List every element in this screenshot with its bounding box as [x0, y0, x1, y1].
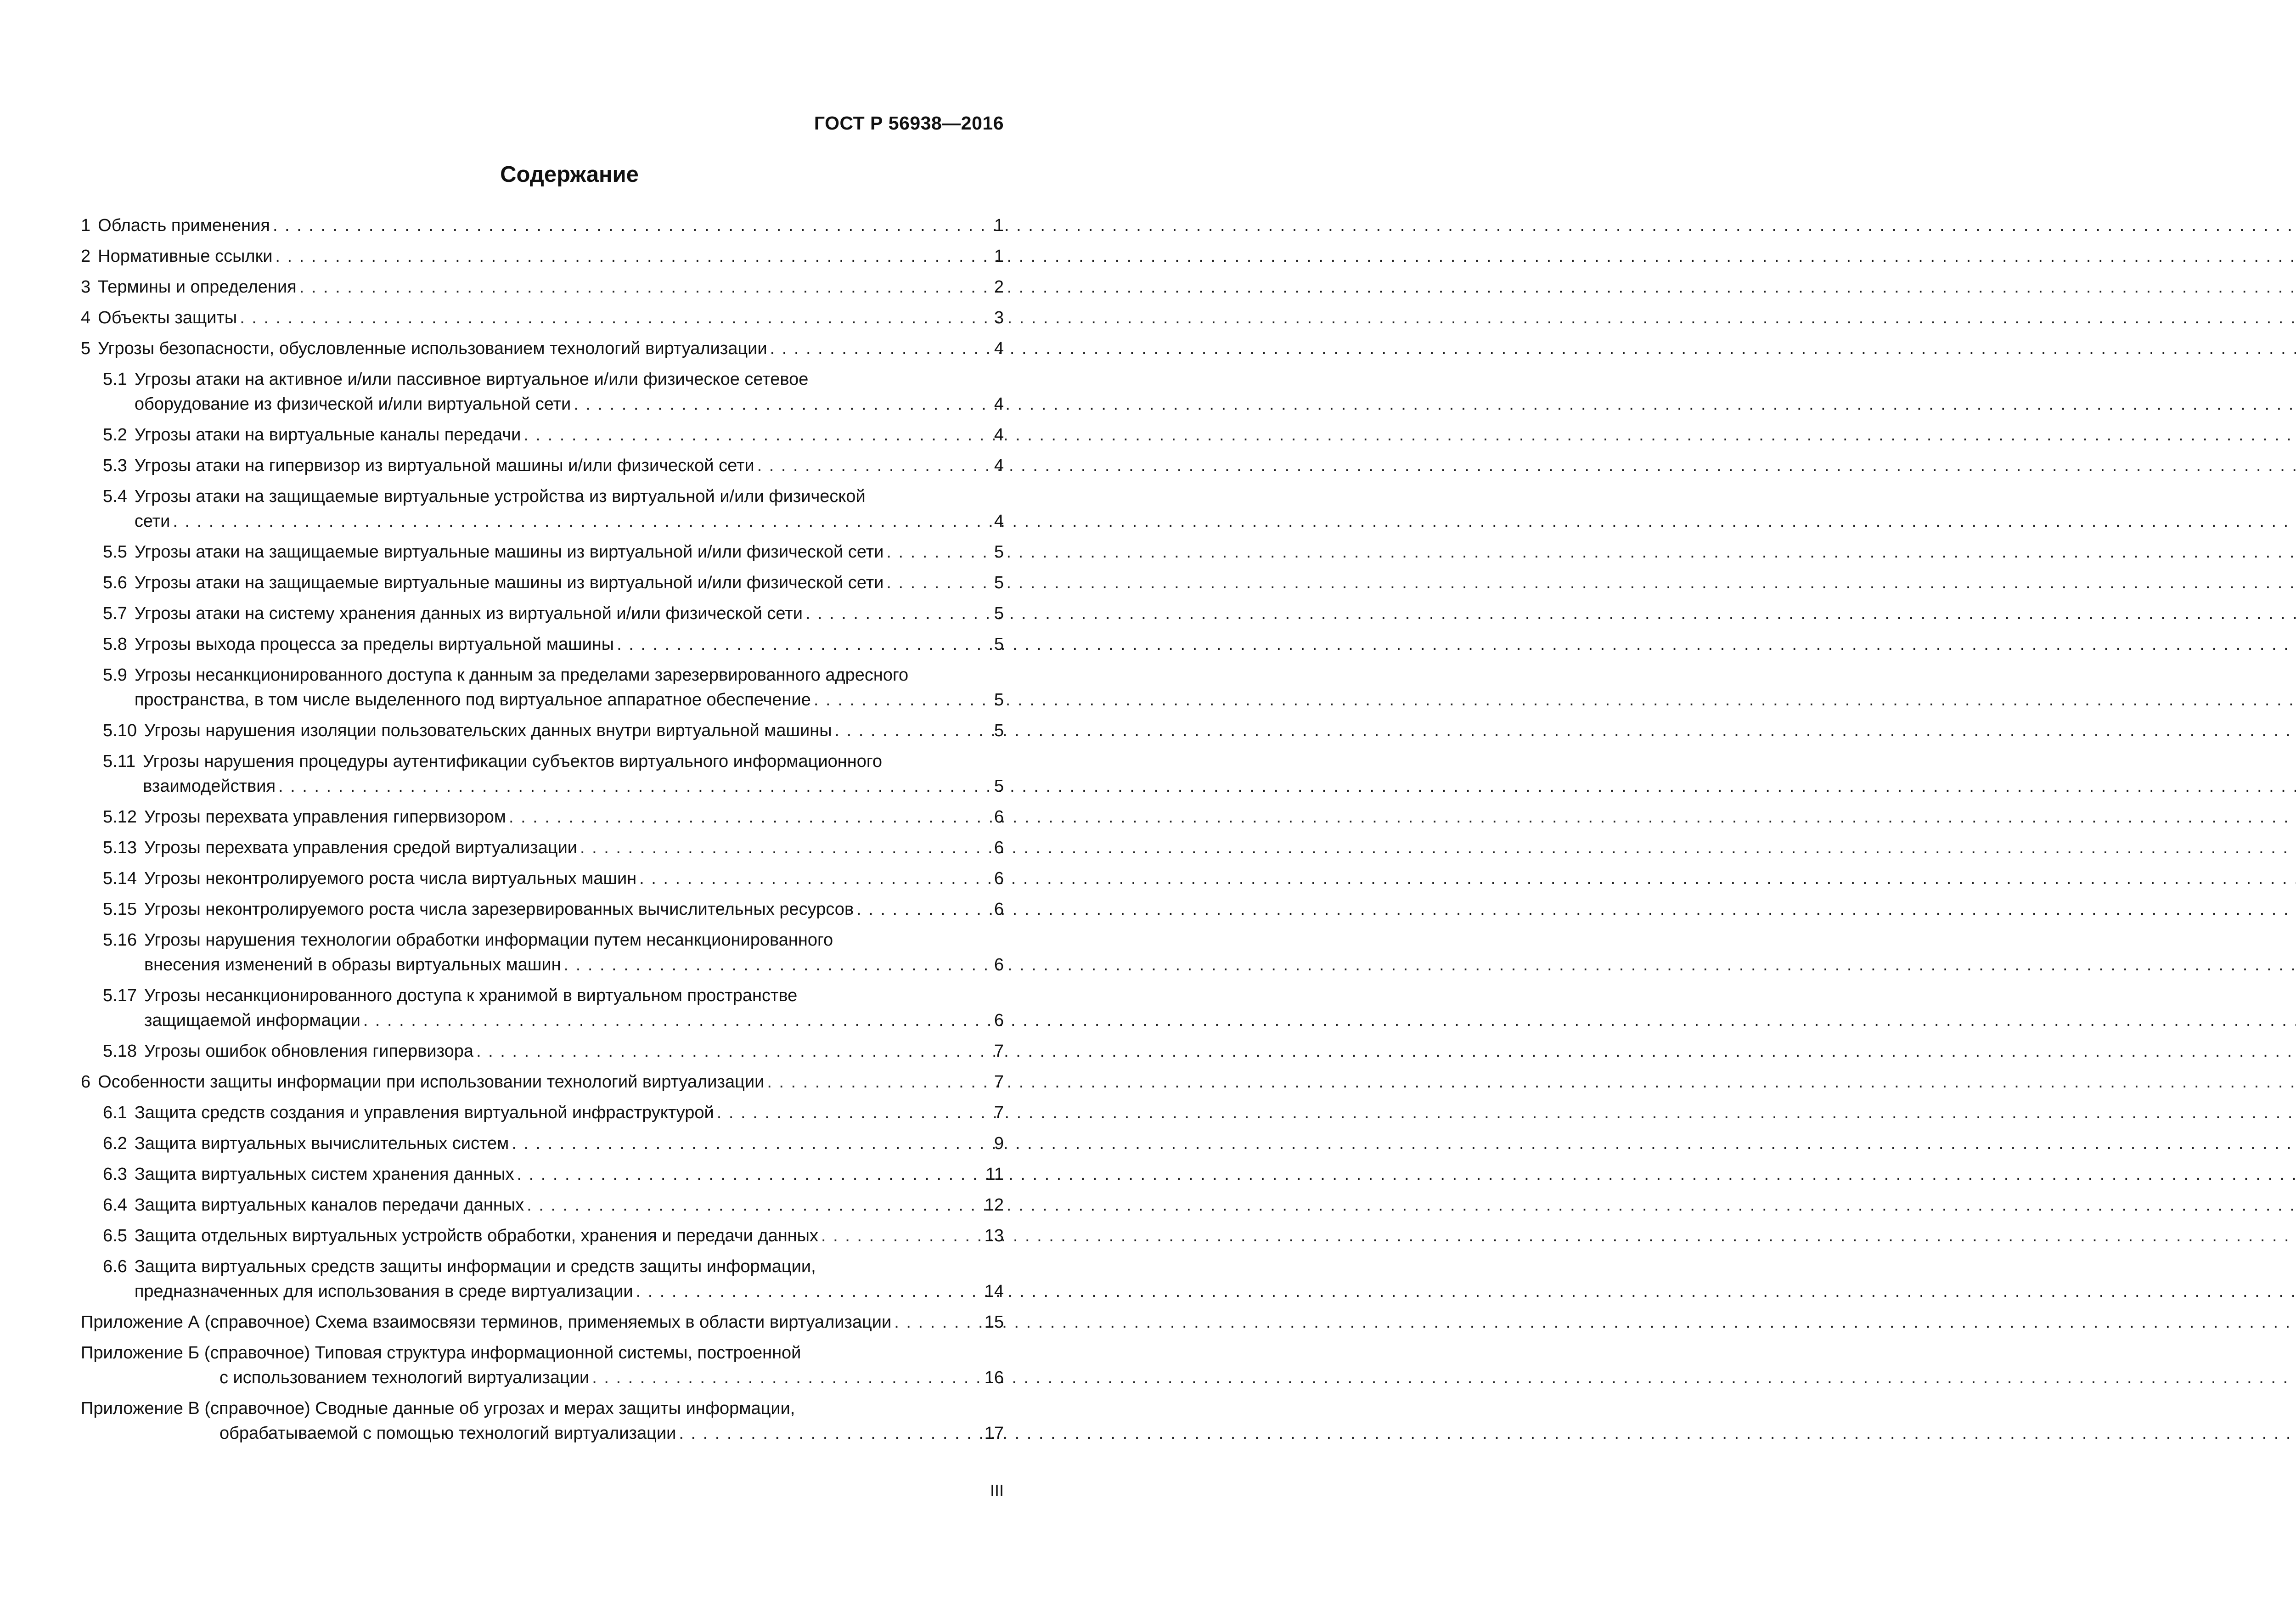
toc-entry-number: 5.8: [103, 635, 127, 654]
toc-entry-page: 4: [994, 394, 1004, 414]
toc-entry-number: 5.7: [103, 604, 127, 623]
toc-entry-line: Защита средств создания и управления виртуальной инфраструктурой: [134, 1103, 714, 1122]
toc-entry-number: 5.14: [103, 869, 137, 888]
toc-entry-row: [103, 897, 1004, 922]
toc-entry-last-line: [135, 1100, 1004, 1125]
toc-entry-text: [81, 1341, 1004, 1390]
toc-entry-line: Приложение Б (справочное) Типовая структура информационной системы, построенной: [81, 1343, 801, 1363]
toc-entry[interactable]: [81, 805, 1004, 829]
toc-entry-page: 6: [994, 1011, 1004, 1030]
toc-entry-row: [103, 928, 1004, 977]
toc-entry-text: [135, 1254, 1004, 1304]
toc-entry[interactable]: [81, 1193, 1004, 1217]
toc-entry-number: 5.11: [103, 752, 136, 771]
toc-entry-page: 13: [984, 1226, 1004, 1245]
toc-entry-last-line: [144, 952, 1004, 977]
dot-leader: [270, 213, 986, 238]
toc-entry-page: 1: [994, 216, 1004, 235]
toc-entry-number: 5.6: [103, 573, 127, 592]
toc-entry-line: Приложение В (справочное) Сводные данные об угрозах и мерах защиты информации,: [81, 1399, 795, 1418]
toc-entry-row: [81, 1341, 1004, 1390]
table-of-contents: [81, 213, 1004, 1452]
toc-entry-page: 3: [994, 308, 1004, 327]
toc-title: Содержание: [500, 162, 639, 187]
toc-entry-text: [135, 570, 1004, 595]
toc-entry-last-line: [144, 1039, 1004, 1064]
toc-entry-text: [135, 540, 1004, 564]
toc-entry[interactable]: [81, 1254, 1004, 1304]
toc-entry-line: Угрозы неконтролируемого роста числа виртуальных машин: [144, 869, 637, 888]
dot-leader: [803, 601, 986, 626]
toc-entry-page: 5: [994, 604, 1004, 623]
toc-entry-page: 15: [984, 1312, 1004, 1332]
toc-entry-text: [135, 367, 1004, 417]
toc-entry-last-line: [98, 1070, 1004, 1094]
toc-entry-line: Угрозы атаки на защищаемые виртуальные машины из виртуальной и/или физической сети: [134, 542, 884, 562]
toc-entry[interactable]: [81, 367, 1004, 417]
toc-entry-last-line: [135, 1131, 1004, 1156]
toc-entry-row: [103, 570, 1004, 595]
toc-entry-number: 2: [81, 247, 91, 266]
toc-entry-line: Приложение А (справочное) Схема взаимосвязи терминов, применяемых в области виртуализации: [81, 1312, 892, 1332]
toc-entry-row: [103, 1039, 1004, 1064]
toc-entry-last-line: [98, 336, 1004, 361]
dot-leader: [360, 1008, 986, 1033]
toc-entry[interactable]: [81, 540, 1004, 564]
toc-entry-text: [144, 805, 1004, 829]
toc-entry-number: 5.12: [103, 807, 137, 827]
toc-entry[interactable]: [81, 1310, 1004, 1335]
toc-entry-row: [103, 983, 1004, 1033]
toc-entry[interactable]: [81, 1131, 1004, 1156]
toc-entry-number: 6.4: [103, 1195, 127, 1215]
toc-entry-line: Защита виртуальных каналов передачи данных: [134, 1195, 524, 1215]
toc-entry-text: [144, 983, 1004, 1033]
toc-entry-line: Угрозы перехвата управления гипервизором: [144, 807, 506, 827]
toc-entry-row: [81, 244, 1004, 269]
toc-entry-number: 5.3: [103, 456, 127, 475]
toc-entry-text: [98, 244, 1004, 269]
toc-entry-number: 5: [81, 339, 91, 358]
toc-entry-line: Защита виртуальных средств защиты информации и средств защиты информации,: [134, 1257, 816, 1276]
toc-entry-row: [103, 632, 1004, 657]
toc-entry-page: 7: [994, 1042, 1004, 1061]
toc-entry-last-line: [81, 1310, 1004, 1335]
toc-entry[interactable]: [81, 1070, 1004, 1094]
toc-entry-last-line: [98, 305, 1004, 330]
toc-entry-row: [103, 1162, 1004, 1187]
toc-entry-number: 5.1: [103, 370, 127, 389]
toc-entry-text: [98, 336, 1004, 361]
toc-entry-text: [135, 601, 1004, 626]
toc-entry[interactable]: [81, 835, 1004, 860]
dot-leader: [754, 453, 986, 478]
toc-entry-row: [103, 1223, 1004, 1248]
dot-leader: [506, 805, 986, 829]
toc-entry[interactable]: [81, 1162, 1004, 1187]
toc-entry[interactable]: [81, 422, 1004, 447]
toc-entry-row: [103, 835, 1004, 860]
toc-entry-line: Угрозы атаки на защищаемые виртуальные устройства из виртуальной и/или физической: [134, 487, 866, 506]
toc-entry-page: 6: [994, 869, 1004, 888]
toc-entry-last-line: [98, 244, 1004, 269]
toc-entry-number: 6.5: [103, 1226, 127, 1245]
toc-entry-last-line: [135, 422, 1004, 447]
toc-entry-text: [135, 1100, 1004, 1125]
toc-entry-last-line: [98, 213, 1004, 238]
toc-entry[interactable]: [81, 453, 1004, 478]
toc-entry-text: [98, 275, 1004, 299]
toc-entry-number: 6.3: [103, 1165, 127, 1184]
toc-entry[interactable]: [81, 601, 1004, 626]
toc-entry-number: 6.2: [103, 1134, 127, 1153]
toc-entry-row: [103, 601, 1004, 626]
toc-entry-last-line: [144, 805, 1004, 829]
toc-entry-text: [98, 1070, 1004, 1094]
toc-entry-text: [135, 663, 1004, 712]
toc-entry-page: 11: [985, 1165, 1004, 1184]
toc-entry-page: 5: [994, 542, 1004, 562]
toc-entry-line: обрабатываемой с помощью технологий виртуализации: [219, 1424, 676, 1443]
toc-entry-line: внесения изменений в образы виртуальных машин: [144, 955, 561, 974]
dot-leader: [524, 1193, 981, 1217]
toc-entry-text: [144, 718, 1004, 743]
dot-leader: [473, 1039, 986, 1064]
toc-entry-page: 1: [994, 247, 1004, 266]
toc-entry-row: [81, 1070, 1004, 1094]
toc-entry-page: 5: [994, 721, 1004, 740]
toc-entry-line: Термины и определения: [98, 277, 297, 297]
toc-entry-line: оборудование из физической и/или виртуальной сети: [134, 394, 571, 414]
toc-entry-page: 12: [984, 1195, 1004, 1215]
toc-entry-line: Защита виртуальных вычислительных систем: [134, 1134, 509, 1153]
toc-entry[interactable]: [81, 632, 1004, 657]
toc-entry-page: 7: [994, 1072, 1004, 1092]
dot-leader: [854, 897, 986, 922]
toc-entry-line: Угрозы нарушения изоляции пользовательских данных внутри виртуальной машины: [144, 721, 832, 740]
dot-leader: [589, 1365, 980, 1390]
toc-entry-page: 6: [994, 807, 1004, 827]
toc-entry-row: [103, 422, 1004, 447]
toc-entry-number: 6.6: [103, 1257, 127, 1276]
dot-leader: [509, 1131, 986, 1156]
toc-entry-number: 6: [81, 1072, 91, 1092]
toc-entry-row: [103, 367, 1004, 417]
toc-entry-page: 14: [984, 1282, 1004, 1301]
toc-entry-last-line: [135, 601, 1004, 626]
toc-entry-line: Нормативные ссылки: [98, 247, 273, 266]
toc-entry[interactable]: [81, 928, 1004, 977]
toc-entry-text: [144, 928, 1004, 977]
toc-entry-last-line: [135, 1223, 1004, 1248]
toc-entry-text: [135, 453, 1004, 478]
toc-entry-row: [103, 749, 1004, 799]
toc-entry-row: [103, 1254, 1004, 1304]
toc-entry[interactable]: [81, 1396, 1004, 1446]
toc-entry-last-line: [81, 1421, 1004, 1446]
dot-leader: [577, 835, 986, 860]
toc-entry-number: 5.9: [103, 665, 127, 685]
toc-entry[interactable]: [81, 897, 1004, 922]
toc-entry-last-line: [81, 1365, 1004, 1390]
toc-entry-last-line: [98, 275, 1004, 299]
toc-entry-line: Защита отдельных виртуальных устройств обработки, хранения и передачи данных: [134, 1226, 818, 1245]
toc-entry-last-line: [144, 897, 1004, 922]
toc-entry-line: сети: [134, 512, 170, 531]
toc-entry-row: [81, 305, 1004, 330]
toc-entry-page: 4: [994, 512, 1004, 531]
toc-entry-row: [81, 1396, 1004, 1446]
dot-leader: [714, 1100, 986, 1125]
toc-entry-row: [103, 866, 1004, 891]
toc-entry-text: [135, 1162, 1004, 1187]
toc-entry-last-line: [135, 570, 1004, 595]
toc-entry-page: 9: [994, 1134, 1004, 1153]
toc-entry-page: 5: [994, 777, 1004, 796]
dot-leader: [521, 422, 986, 447]
toc-entry-last-line: [135, 509, 1004, 534]
dot-leader: [272, 244, 986, 269]
toc-entry-text: [135, 1131, 1004, 1156]
toc-entry-number: 5.17: [103, 986, 137, 1005]
toc-entry-line: взаимодействия: [143, 777, 276, 796]
toc-entry-last-line: [135, 392, 1004, 417]
toc-entry-line: Угрозы несанкционированного доступа к данным за пределами зарезервированного адресного: [134, 665, 909, 685]
toc-entry-line: Угрозы атаки на систему хранения данных из виртуальной и/или физической сети: [134, 604, 803, 623]
toc-entry-row: [103, 1100, 1004, 1125]
dot-leader: [170, 509, 986, 534]
toc-entry-line: Особенности защиты информации при использовании технологий виртуализации: [98, 1072, 765, 1092]
toc-entry-page: 4: [994, 339, 1004, 358]
dot-leader: [818, 1223, 981, 1248]
toc-entry-text: [135, 1193, 1004, 1217]
toc-entry-page: 16: [984, 1368, 1004, 1387]
toc-entry-line: Угрозы несанкционированного доступа к хранимой в виртуальном пространстве: [144, 986, 798, 1005]
toc-entry-text: [98, 213, 1004, 238]
toc-entry-last-line: [144, 1008, 1004, 1033]
dot-leader: [676, 1421, 980, 1446]
toc-entry[interactable]: [81, 1100, 1004, 1125]
toc-entry-row: [103, 453, 1004, 478]
toc-entry-text: [135, 422, 1004, 447]
toc-entry-text: [144, 835, 1004, 860]
toc-entry-page: 6: [994, 955, 1004, 974]
toc-entry-page: 6: [994, 900, 1004, 919]
toc-entry-last-line: [135, 687, 1004, 712]
toc-entry-line: Угрозы нарушения процедуры аутентификации субъектов виртуального информационного: [143, 752, 883, 771]
toc-entry[interactable]: [81, 484, 1004, 534]
toc-entry-line: Угрозы ошибок обновления гипервизора: [144, 1042, 474, 1061]
toc-entry[interactable]: [81, 663, 1004, 712]
toc-entry-line: Угрозы атаки на активное и/или пассивное виртуальное и/или физическое сетевое: [134, 370, 809, 389]
dot-leader: [571, 392, 986, 417]
toc-entry-number: 6.1: [103, 1103, 127, 1122]
toc-entry-row: [103, 1131, 1004, 1156]
toc-entry-last-line: [144, 718, 1004, 743]
document-page: [0, 0, 1139, 1611]
toc-entry-page: 2: [994, 277, 1004, 297]
toc-entry-last-line: [144, 835, 1004, 860]
toc-entry[interactable]: [81, 275, 1004, 299]
dot-leader: [561, 952, 986, 977]
toc-entry-last-line: [135, 1193, 1004, 1217]
toc-entry-text: [135, 632, 1004, 657]
toc-entry-line: предназначенных для использования в среде виртуализации: [134, 1282, 633, 1301]
toc-entry-number: 5.18: [103, 1042, 137, 1061]
toc-entry-page: 7: [994, 1103, 1004, 1122]
dot-leader: [636, 866, 986, 891]
page-number: III: [990, 1481, 1004, 1500]
toc-entry-line: Угрозы безопасности, обусловленные использованием технологий виртуализации: [98, 339, 767, 358]
toc-entry-line: пространства, в том числе выделенного под виртуальное аппаратное обеспечение: [134, 690, 811, 710]
toc-entry-text: [135, 1223, 1004, 1248]
toc-entry-number: 5.10: [103, 721, 137, 740]
toc-entry-row: [81, 1310, 1004, 1335]
toc-entry-last-line: [135, 540, 1004, 564]
toc-entry-text: [144, 1039, 1004, 1064]
toc-entry-row: [103, 805, 1004, 829]
toc-entry[interactable]: [81, 718, 1004, 743]
toc-entry-line: защищаемой информации: [144, 1011, 360, 1030]
toc-entry-row: [103, 484, 1004, 534]
dot-leader: [884, 570, 986, 595]
toc-entry[interactable]: [81, 1223, 1004, 1248]
dot-leader: [832, 718, 986, 743]
toc-entry-line: Угрозы атаки на виртуальные каналы передачи: [134, 425, 521, 445]
dot-leader: [764, 1070, 986, 1094]
dot-leader: [811, 687, 986, 712]
toc-entry-line: Угрозы атаки на защищаемые виртуальные машины из виртуальной и/или физической сети: [134, 573, 884, 592]
toc-entry-row: [103, 540, 1004, 564]
toc-entry-line: Угрозы выхода процесса за пределы виртуальной машины: [134, 635, 614, 654]
toc-entry-page: 4: [994, 456, 1004, 475]
toc-entry-text: [144, 897, 1004, 922]
dot-leader: [633, 1279, 981, 1304]
toc-entry-line: Угрозы неконтролируемого роста числа зарезервированных вычислительных ресурсов: [144, 900, 854, 919]
toc-entry[interactable]: [81, 1341, 1004, 1390]
dot-leader: [891, 1310, 980, 1335]
toc-entry-line: Защита виртуальных систем хранения данных: [134, 1165, 514, 1184]
toc-entry-row: [81, 336, 1004, 361]
toc-entry[interactable]: [81, 336, 1004, 361]
toc-entry-text: [135, 484, 1004, 534]
toc-entry-line: Область применения: [98, 216, 270, 235]
toc-entry[interactable]: [81, 983, 1004, 1033]
toc-entry-row: [81, 213, 1004, 238]
toc-entry-last-line: [144, 866, 1004, 891]
toc-entry-number: 3: [81, 277, 91, 297]
toc-entry[interactable]: [81, 213, 1004, 238]
toc-entry[interactable]: [81, 244, 1004, 269]
toc-entry-page: 5: [994, 635, 1004, 654]
toc-entry-line: Угрозы перехвата управления средой виртуализации: [144, 838, 578, 857]
toc-entry-number: 5.5: [103, 542, 127, 562]
toc-entry-last-line: [143, 774, 1004, 799]
dot-leader: [514, 1162, 982, 1187]
toc-entry-number: 5.4: [103, 487, 127, 506]
dot-leader: [297, 275, 986, 299]
toc-entry-number: 1: [81, 216, 91, 235]
toc-entry[interactable]: [81, 570, 1004, 595]
toc-entry-number: 5.13: [103, 838, 137, 857]
dot-leader: [767, 336, 986, 361]
toc-entry-row: [103, 718, 1004, 743]
toc-entry-line: с использованием технологий виртуализации: [219, 1368, 590, 1387]
toc-entry-text: [81, 1310, 1004, 1335]
dot-leader: [884, 540, 986, 564]
toc-entry-text: [143, 749, 1004, 799]
toc-entry-line: Угрозы нарушения технологии обработки информации путем несанкционированного: [144, 930, 833, 950]
toc-entry-page: 6: [994, 838, 1004, 857]
toc-entry-page: 5: [994, 690, 1004, 710]
toc-entry-row: [103, 663, 1004, 712]
toc-entry-page: 17: [984, 1424, 1004, 1443]
dot-leader: [614, 632, 986, 657]
toc-entry-number: 5.2: [103, 425, 127, 445]
toc-entry-line: Объекты защиты: [98, 308, 237, 327]
toc-entry-page: 4: [994, 425, 1004, 445]
toc-entry-text: [98, 305, 1004, 330]
toc-entry[interactable]: [81, 866, 1004, 891]
toc-entry-number: 5.15: [103, 900, 137, 919]
toc-entry[interactable]: [81, 305, 1004, 330]
toc-entry-last-line: [135, 1162, 1004, 1187]
document-code: ГОСТ Р 56938—2016: [814, 113, 1004, 134]
toc-entry-page: 5: [994, 573, 1004, 592]
dot-leader: [237, 305, 986, 330]
dot-leader: [276, 774, 986, 799]
toc-entry-row: [103, 1193, 1004, 1217]
toc-entry-row: [81, 275, 1004, 299]
toc-entry-line: Угрозы атаки на гипервизор из виртуальной машины и/или физической сети: [134, 456, 754, 475]
toc-entry-text: [81, 1396, 1004, 1446]
toc-entry-last-line: [135, 453, 1004, 478]
toc-entry-number: 4: [81, 308, 91, 327]
toc-entry-last-line: [135, 1279, 1004, 1304]
toc-entry-text: [144, 866, 1004, 891]
toc-entry-number: 5.16: [103, 930, 137, 950]
toc-entry[interactable]: [81, 1039, 1004, 1064]
toc-entry-last-line: [135, 632, 1004, 657]
toc-entry[interactable]: [81, 749, 1004, 799]
